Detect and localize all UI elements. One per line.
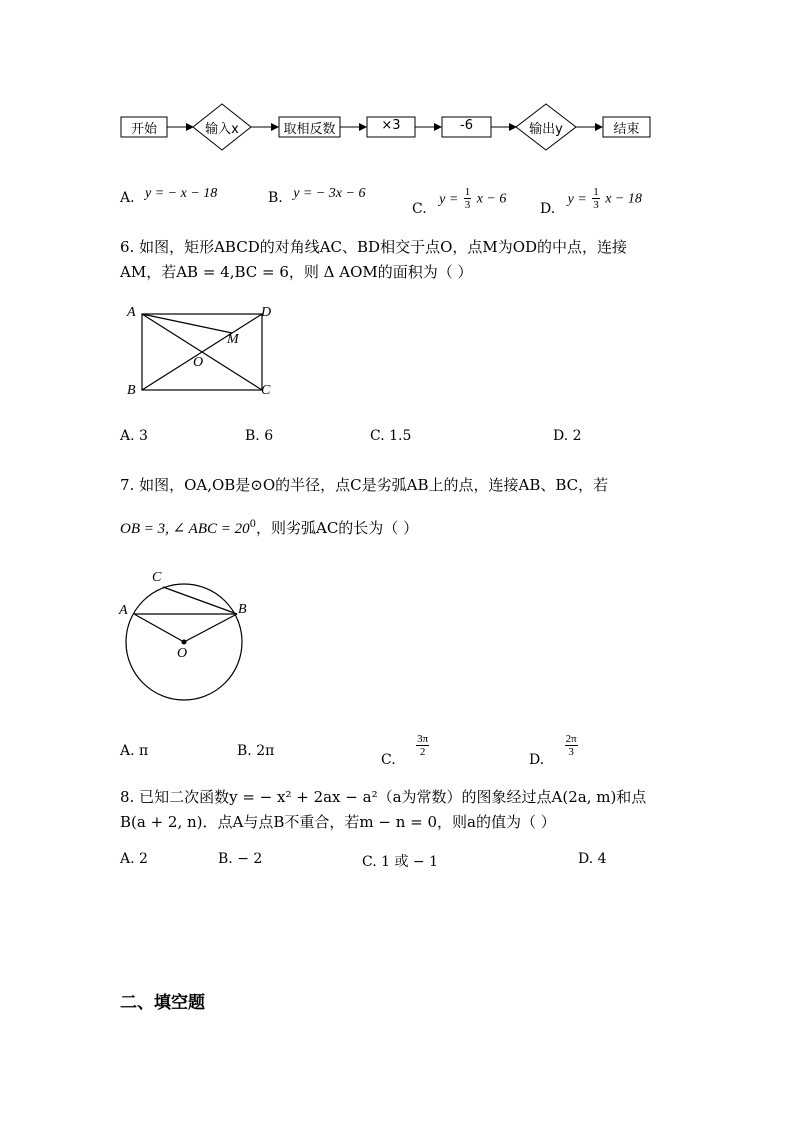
q7-circle-figure: [115, 570, 255, 710]
option-label: C.: [381, 751, 396, 768]
q6-label-m: M: [227, 332, 239, 347]
option-label: B.: [268, 190, 283, 206]
q6-label-a: A: [127, 305, 136, 320]
q6-label-c: C: [261, 383, 271, 398]
option-expr: y = − x − 18: [145, 186, 218, 201]
fraction: [416, 733, 429, 758]
q7-stem-line2: [120, 515, 418, 539]
q7-label-o: O: [177, 646, 188, 661]
q8-option-b: B. − 2: [218, 851, 263, 867]
q5-option-a: [120, 186, 218, 207]
fraction: [565, 733, 578, 758]
flow-input-label: 输入x: [205, 122, 239, 137]
fraction-denominator: 3: [568, 746, 574, 758]
q7-option-a: A. π: [120, 743, 149, 759]
option-label: D.: [540, 200, 556, 217]
q7-label-b: B: [238, 602, 247, 617]
flow-end-label: 结束: [613, 122, 640, 137]
option-label: C.: [412, 200, 427, 217]
q6-option-a: A. 3: [120, 428, 148, 444]
flowchart: [0, 0, 794, 170]
q6-stem-line2: AM，若AB = 4,BC = 6，则 Δ AOM的面积为（ ）: [120, 263, 473, 281]
fraction-denominator: 3: [593, 199, 599, 211]
q7-stem-line2-expr: OB = 3, ∠ ABC = 20: [120, 521, 250, 537]
q6-label-d: D: [261, 305, 272, 320]
fraction-numerator: 1: [464, 186, 471, 198]
flow-negate-label: 取相反数: [283, 122, 336, 137]
q6-option-b: B. 6: [245, 428, 274, 444]
q5-option-c: [412, 186, 507, 217]
option-expr-pre: y =: [439, 191, 459, 207]
fraction-denominator: 2: [419, 746, 426, 758]
flow-start-label: 开始: [130, 122, 157, 137]
q8-stem-line2: B(a + 2, n)．点A与点B不重合，若m − n = 0，则a的值为（ ）: [120, 813, 556, 831]
fraction-numerator: 3π: [417, 733, 429, 745]
q6-label-b: B: [127, 383, 136, 398]
q6-option-d: D. 2: [553, 428, 582, 444]
q8-option-c: C. 1 或 − 1: [362, 854, 439, 870]
q7-option-d: [529, 733, 579, 768]
segment-am: [142, 314, 232, 333]
flow-times3-label: ×3: [381, 118, 401, 133]
q7-stem-line2-rest: ，则劣弧AC的长为（ ）: [256, 519, 419, 537]
q6-stem-line1: 6. 如图，矩形ABCD的对角线AC、BD相交于点O，点M为OD的中点，连接: [120, 238, 628, 256]
option-label: D.: [529, 751, 545, 768]
center-point: [182, 640, 187, 645]
section-heading-fill-in: 二、填空题: [120, 993, 205, 1013]
fraction-numerator: 1: [593, 186, 599, 198]
fraction-numerator: 2π: [565, 733, 577, 745]
fraction: [592, 186, 600, 211]
fraction: [464, 186, 472, 211]
option-expr: y = − 3x − 6: [293, 186, 366, 201]
option-expr-pre: y =: [567, 191, 587, 207]
degree-superscript: 0: [249, 519, 256, 530]
q5-option-b: [268, 186, 366, 207]
q7-label-c: C: [152, 570, 162, 585]
q6-label-o: O: [193, 355, 204, 370]
flow-output-label: 输出y: [529, 122, 563, 137]
chord-bc: [163, 587, 237, 614]
q7-stem-line1: 7. 如图，OA,OB是⊙O的半径，点C是劣弧AB上的点，连接AB、BC，若: [120, 476, 609, 494]
option-label: A.: [120, 190, 135, 206]
q8-stem-line1: 8. 已知二次函数y = − x² + 2ax − a²（a为常数）的图象经过点A(2a, m)和点: [120, 788, 647, 806]
option-expr-post: x − 6: [476, 191, 507, 207]
flow-minus6-label: -6: [460, 118, 473, 133]
q7-label-a: A: [119, 603, 128, 618]
fraction-denominator: 3: [464, 199, 471, 211]
option-expr-post: x − 18: [605, 191, 642, 207]
radius-ob: [184, 614, 237, 642]
q6-option-c: C. 1.5: [370, 428, 412, 444]
q8-option-d: D. 4: [578, 851, 607, 867]
radius-oa: [134, 614, 184, 642]
q7-option-b: B. 2π: [237, 743, 275, 759]
q7-option-c: [381, 733, 430, 768]
q5-option-d: [540, 186, 642, 217]
q8-option-a: A. 2: [120, 851, 148, 867]
